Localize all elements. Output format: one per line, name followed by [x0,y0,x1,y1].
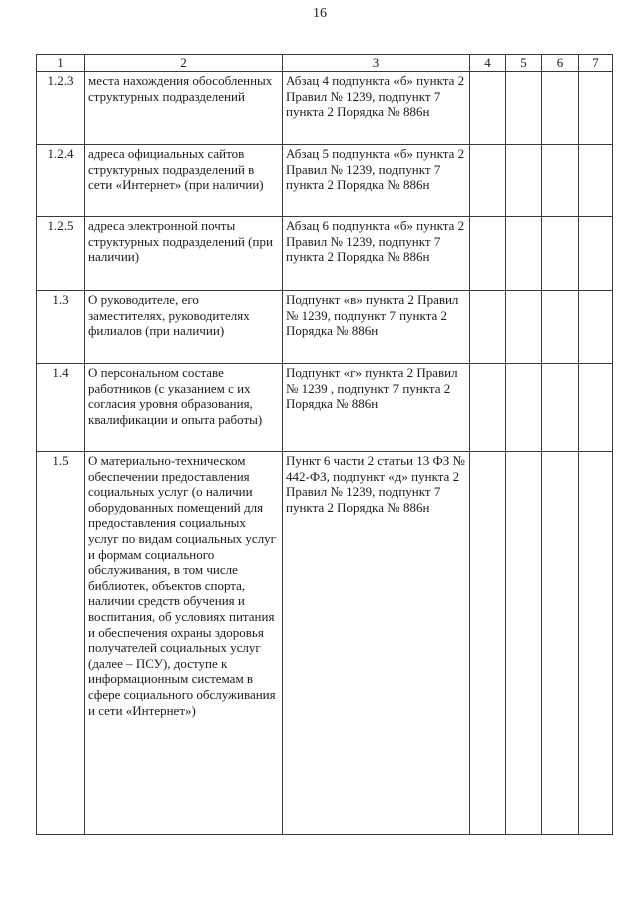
column-header: 3 [283,55,470,72]
column-header: 5 [506,55,542,72]
row-subject: места нахождения обособленных структурных подразделений [85,72,283,145]
row-legal-basis: Абзац 5 подпункта «б» пункта 2 Правил № 1239, подпункт 7 пункта 2 Порядка № 886н [283,145,470,217]
row-legal-basis: Пункт 6 части 2 статьи 13 ФЗ № 442-ФЗ, подпункт «д» пункта 2 Правил № 1239, подпункт 7 пункта 2 Порядка № 886н [283,452,470,835]
column-header: 6 [542,55,579,72]
table-row [37,72,613,145]
row-number: 1.5 [37,452,85,835]
empty-cell [506,145,542,217]
empty-cell [506,291,542,364]
empty-cell [579,72,613,145]
empty-cell [542,145,579,217]
row-subject: О материально-техническом обеспечении предоставления социальных услуг (о наличии оборудованных помещений для предоставления социальных услуг по видам социальных услуг и формам социального обслуживания, в том числе библиотек, объектов спорта, наличии средств обучения и воспитания, об условиях питания и обеспечения охраны здоровья получателей социальных услуг (далее – ПСУ), доступе к информационным системам в сфере социального обслуживания и сети «Интернет») [85,452,283,835]
empty-cell [506,72,542,145]
empty-cell [506,364,542,452]
empty-cell [579,364,613,452]
empty-cell [542,72,579,145]
empty-cell [470,291,506,364]
row-number: 1.4 [37,364,85,452]
empty-cell [542,364,579,452]
empty-cell [542,217,579,291]
empty-cell [506,217,542,291]
row-number: 1.2.5 [37,217,85,291]
table-header-row [37,55,613,72]
row-number: 1.2.4 [37,145,85,217]
empty-cell [470,217,506,291]
empty-cell [506,452,542,835]
row-legal-basis: Подпункт «г» пункта 2 Правил № 1239 , подпункт 7 пункта 2 Порядка № 886н [283,364,470,452]
column-header: 2 [85,55,283,72]
empty-cell [470,72,506,145]
table-row [37,217,613,291]
row-subject: О руководителе, его заместителях, руководителях филиалов (при наличии) [85,291,283,364]
empty-cell [470,364,506,452]
row-subject: адреса официальных сайтов структурных подразделений в сети «Интернет» (при наличии) [85,145,283,217]
row-legal-basis: Абзац 6 подпункта «б» пункта 2 Правил № 1239, подпункт 7 пункта 2 Порядка № 886н [283,217,470,291]
empty-cell [579,452,613,835]
empty-cell [470,145,506,217]
empty-cell [542,291,579,364]
empty-cell [579,291,613,364]
empty-cell [542,452,579,835]
row-number: 1.2.3 [37,72,85,145]
empty-cell [470,452,506,835]
column-header: 4 [470,55,506,72]
column-header: 7 [579,55,613,72]
row-legal-basis: Подпункт «в» пункта 2 Правил № 1239, подпункт 7 пункта 2 Порядка № 886н [283,291,470,364]
table-row [37,452,613,835]
empty-cell [579,217,613,291]
row-subject: О персональном составе работников (с указанием с их согласия уровня образования, квалификации и опыта работы) [85,364,283,452]
requirements-table [36,54,613,835]
row-legal-basis: Абзац 4 подпункта «б» пункта 2 Правил № 1239, подпункт 7 пункта 2 Порядка № 886н [283,72,470,145]
row-subject: адреса электронной почты структурных подразделений (при наличии) [85,217,283,291]
page-number: 16 [313,6,327,21]
table-row [37,291,613,364]
row-number: 1.3 [37,291,85,364]
empty-cell [579,145,613,217]
table-row [37,145,613,217]
table-row [37,364,613,452]
column-header: 1 [37,55,85,72]
